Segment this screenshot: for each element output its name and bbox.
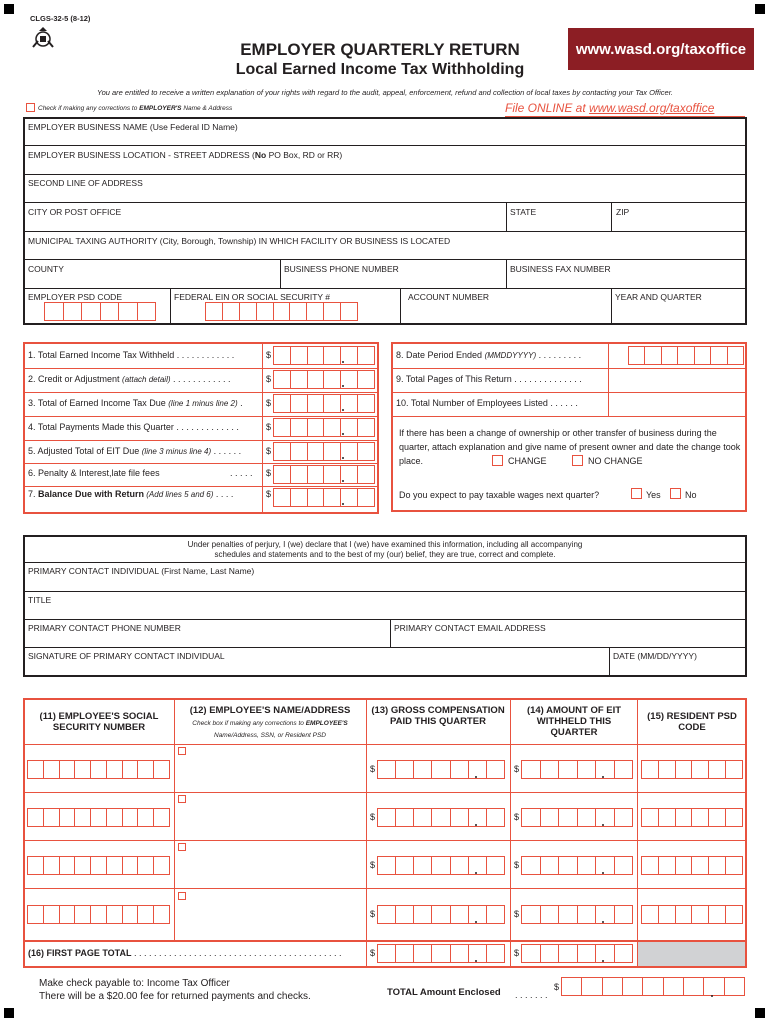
decimal-dot (475, 960, 477, 962)
line-2-label: 2. Credit or Adjustment (attach detail) . . . . . . . . . . . . (28, 374, 231, 384)
business-name-field[interactable]: EMPLOYER BUSINESS NAME (Use Federal ID Name) (28, 122, 238, 132)
employee-ssn-input[interactable] (27, 808, 170, 827)
employee-correction-checkbox[interactable] (178, 747, 186, 755)
decimal-dot (475, 776, 477, 778)
change-checkbox[interactable] (492, 455, 503, 466)
employee-correction-checkbox[interactable] (178, 843, 186, 851)
business-location-field[interactable]: EMPLOYER BUSINESS LOCATION - STREET ADDRESS (No PO Box, RD or RR) (28, 150, 343, 160)
year-quarter-field[interactable]: YEAR AND QUARTER (615, 292, 702, 302)
eit-withheld-input[interactable] (521, 856, 633, 875)
divider (637, 699, 638, 967)
shaded-cell (638, 942, 745, 966)
resident-psd-input[interactable] (641, 808, 743, 827)
contact-name-field[interactable]: PRIMARY CONTACT INDIVIDUAL (First Name, Last Name) (28, 566, 255, 576)
line-1-input[interactable] (273, 346, 375, 365)
total-eit-dollar: $ (514, 948, 520, 958)
gross-comp-input[interactable] (377, 856, 505, 875)
line-1-label: 1. Total Earned Income Tax Withheld . . . . . . . . . . . . (28, 350, 235, 360)
total-gross-input[interactable] (377, 944, 505, 963)
decimal-dot (342, 409, 344, 411)
decimal-dot (342, 457, 344, 459)
decimal-dot (342, 433, 344, 435)
line-7-dollar: $ (266, 489, 272, 499)
line-6-input[interactable] (273, 465, 375, 484)
divider (170, 288, 171, 324)
divider (174, 699, 175, 940)
decimal-dot (475, 872, 477, 874)
gross-dollar: $ (370, 764, 376, 774)
zip-field[interactable]: ZIP (616, 207, 630, 217)
next-quarter-no-checkbox[interactable] (670, 488, 681, 499)
decimal-dot (711, 995, 713, 997)
divider (24, 202, 746, 203)
line-8-label: 8. Date Period Ended (MMDDYYYY) . . . . . . . . . (396, 350, 582, 360)
website-banner[interactable]: www.wasd.org/taxoffice (568, 28, 754, 70)
decimal-dot (602, 824, 604, 826)
second-address-field[interactable]: SECOND LINE OF ADDRESS (28, 178, 143, 188)
line-7-label: 7. Balance Due with Return (Add lines 5 and 6) . . . . (28, 489, 234, 499)
returned-fee-note: There will be a $20.00 fee for returned payments and checks. (39, 991, 311, 1002)
rights-notice: You are entitled to receive a written explanation of your rights with regard to the audit, appeal, enforcement, refund and collection of local taxes by contacting your Tax Officer. (96, 88, 674, 97)
next-quarter-yes-checkbox[interactable] (631, 488, 642, 499)
eit-dollar: $ (514, 764, 520, 774)
account-number-field[interactable]: ACCOUNT NUMBER (408, 292, 490, 302)
divider (392, 416, 746, 417)
contact-email-field[interactable]: PRIMARY CONTACT EMAIL ADDRESS (394, 623, 546, 633)
eit-withheld-input[interactable] (521, 905, 633, 924)
line-3-input[interactable] (273, 394, 375, 413)
line-6-dollar: $ (266, 468, 272, 478)
divider (24, 231, 746, 232)
divider (392, 392, 746, 393)
date-field[interactable]: DATE (MM/DD/YYYY) (613, 651, 697, 661)
employee-ssn-input[interactable] (27, 856, 170, 875)
total-enclosed-dots: . . . . . . . (515, 990, 548, 1000)
change-label: CHANGE (508, 456, 547, 466)
line-4-dollar: $ (266, 422, 272, 432)
municipal-authority-field[interactable]: MUNICIPAL TAXING AUTHORITY (City, Borough, Township) IN WHICH FACILITY OR BUSINESS IS LOCATED (28, 236, 451, 246)
divider (366, 699, 367, 967)
decimal-dot (342, 503, 344, 505)
gross-comp-input[interactable] (377, 760, 505, 779)
file-online-link[interactable]: www.wasd.org/taxoffice (589, 101, 715, 115)
eit-dollar: $ (514, 812, 520, 822)
divider (24, 259, 746, 260)
eit-dollar: $ (514, 860, 520, 870)
employee-ssn-input[interactable] (27, 905, 170, 924)
psd-code-input[interactable] (44, 302, 156, 321)
line-4-label: 4. Total Payments Made this Quarter . . . . . . . . . . . . . (28, 422, 239, 432)
divider (24, 486, 378, 487)
line-5-label: 5. Adjusted Total of EIT Due (line 3 minus line 4) . . . . . . (28, 446, 242, 456)
next-quarter-question: Do you expect to pay taxable wages next quarter? (399, 490, 600, 500)
divider (609, 647, 610, 676)
resident-psd-input[interactable] (641, 856, 743, 875)
total-enclosed-label: TOTAL Amount Enclosed (387, 987, 501, 998)
divider (390, 619, 391, 647)
divider (24, 463, 378, 464)
resident-psd-input[interactable] (641, 760, 743, 779)
eit-withheld-column-header: (14) AMOUNT OF EIT WITHHELD THIS QUARTER (526, 705, 622, 738)
divider (510, 699, 511, 967)
divider (611, 288, 612, 324)
gross-comp-input[interactable] (377, 905, 505, 924)
title-field[interactable]: TITLE (28, 595, 52, 605)
divider (392, 368, 746, 369)
line-10-label: 10. Total Number of Employees Listed . . . . . . (396, 398, 578, 408)
file-online-notice: File ONLINE at www.wasd.org/taxoffice (505, 101, 715, 115)
perjury-declaration: Under penalties of perjury, I (we) declare that I (we) have examined this information, including all accompanying schedules and statements and to the best of my (our) belief, they are true, correct and complete. (187, 540, 583, 559)
registration-mark (4, 4, 14, 14)
divider (24, 619, 746, 620)
divider (280, 259, 281, 288)
eit-withheld-input[interactable] (521, 760, 633, 779)
gross-dollar: $ (370, 860, 376, 870)
decimal-dot (342, 385, 344, 387)
signature-field[interactable]: SIGNATURE OF PRIMARY CONTACT INDIVIDUAL (28, 651, 225, 661)
divider (24, 174, 746, 175)
divider (611, 202, 612, 231)
decimal-dot (342, 480, 344, 482)
total-gross-dollar: $ (370, 948, 376, 958)
divider (24, 392, 378, 393)
form-title: EMPLOYER QUARTERLY RETURN (240, 40, 520, 59)
divider (24, 647, 746, 648)
employee-correction-checkbox[interactable] (178, 795, 186, 803)
line-8-date-input[interactable] (628, 346, 744, 365)
divider (24, 368, 378, 369)
total-enclosed-input[interactable] (561, 977, 745, 996)
employer-corrections-checkbox[interactable] (26, 103, 35, 112)
gross-dollar: $ (370, 812, 376, 822)
ein-label: FEDERAL EIN OR SOCIAL SECURITY # (174, 292, 331, 302)
no-change-label: NO CHANGE (588, 456, 643, 466)
divider (400, 288, 401, 324)
registration-mark (755, 4, 765, 14)
decimal-dot (342, 361, 344, 363)
yes-label: Yes (646, 490, 661, 500)
employee-table (23, 698, 747, 968)
gross-comp-column-header: (13) GROSS COMPENSATION PAID THIS QUARTER (371, 705, 505, 727)
psd-column-header: (15) RESIDENT PSD CODE (647, 711, 737, 733)
line-3-label: 3. Total of Earned Income Tax Due (line 1 minus line 2) . (28, 398, 243, 408)
decimal-dot (602, 776, 604, 778)
contact-phone-field[interactable]: PRIMARY CONTACT PHONE NUMBER (28, 623, 181, 633)
divider (24, 591, 746, 592)
divider (506, 259, 507, 288)
form-subtitle: Local Earned Income Tax Withholding (235, 61, 525, 78)
divider (506, 202, 507, 231)
payable-to-note: Make check payable to: Income Tax Officer (39, 978, 230, 989)
line-2-dollar: $ (266, 374, 272, 384)
first-page-total-label: (16) FIRST PAGE TOTAL . . . . . . . . . . . . . . . . . . . . . . . . . . . . . . . . . . . . . . . . . . (28, 948, 342, 958)
line-4-input[interactable] (273, 418, 375, 437)
state-seal-icon (30, 25, 56, 51)
divider (24, 440, 378, 441)
resident-psd-input[interactable] (641, 905, 743, 924)
decimal-dot (602, 960, 604, 962)
state-field[interactable]: STATE (510, 207, 537, 217)
city-field[interactable]: CITY OR POST OFFICE (28, 207, 122, 217)
line-6-label: 6. Penalty & Interest,late file fees . . . . . (28, 468, 253, 478)
psd-code-label: EMPLOYER PSD CODE (28, 292, 122, 302)
employee-ssn-input[interactable] (27, 760, 170, 779)
decimal-dot (602, 872, 604, 874)
total-enclosed-dollar: $ (554, 982, 560, 992)
county-field[interactable]: COUNTY (28, 264, 64, 274)
divider (262, 343, 263, 513)
registration-mark (755, 1008, 765, 1018)
no-label: No (685, 490, 697, 500)
employer-corrections-label: Check if making any corrections to EMPLOYER'S Name & Address (38, 105, 233, 112)
decimal-dot (475, 824, 477, 826)
name-column-header: (12) EMPLOYEE'S NAME/ADDRESS (189, 705, 351, 716)
gross-dollar: $ (370, 909, 376, 919)
registration-mark (4, 1008, 14, 1018)
divider (608, 343, 609, 416)
line-9-label: 9. Total Pages of This Return . . . . . . . . . . . . . . (396, 374, 582, 384)
ein-input[interactable] (205, 302, 358, 321)
line-3-dollar: $ (266, 398, 272, 408)
divider (24, 288, 746, 289)
no-change-checkbox[interactable] (572, 455, 583, 466)
business-phone-field[interactable]: BUSINESS PHONE NUMBER (284, 264, 399, 274)
decimal-dot (475, 921, 477, 923)
eit-dollar: $ (514, 909, 520, 919)
name-column-note: Check box if making any corrections to EMPLOYEE'S Name/Address, SSN, or Resident PSD (192, 720, 348, 739)
total-eit-input[interactable] (521, 944, 633, 963)
line-1-dollar: $ (266, 350, 272, 360)
divider (24, 145, 746, 146)
line-7-input[interactable] (273, 488, 375, 507)
line-5-input[interactable] (273, 442, 375, 461)
gross-comp-input[interactable] (377, 808, 505, 827)
divider (24, 562, 746, 563)
business-fax-field[interactable]: BUSINESS FAX NUMBER (510, 264, 611, 274)
divider (24, 416, 378, 417)
line-2-input[interactable] (273, 370, 375, 389)
form-id: CLGS-32-5 (8-12) (30, 14, 91, 23)
eit-withheld-input[interactable] (521, 808, 633, 827)
line-5-dollar: $ (266, 446, 272, 456)
decimal-dot (602, 921, 604, 923)
employee-correction-checkbox[interactable] (178, 892, 186, 900)
ownership-change-text: If there has been a change of ownership or other transfer of business during the quarter, attach explanation and give name of present owner and date the change took place. (399, 428, 741, 466)
ssn-column-header: (11) EMPLOYEE'S SOCIAL SECURITY NUMBER (39, 711, 159, 733)
